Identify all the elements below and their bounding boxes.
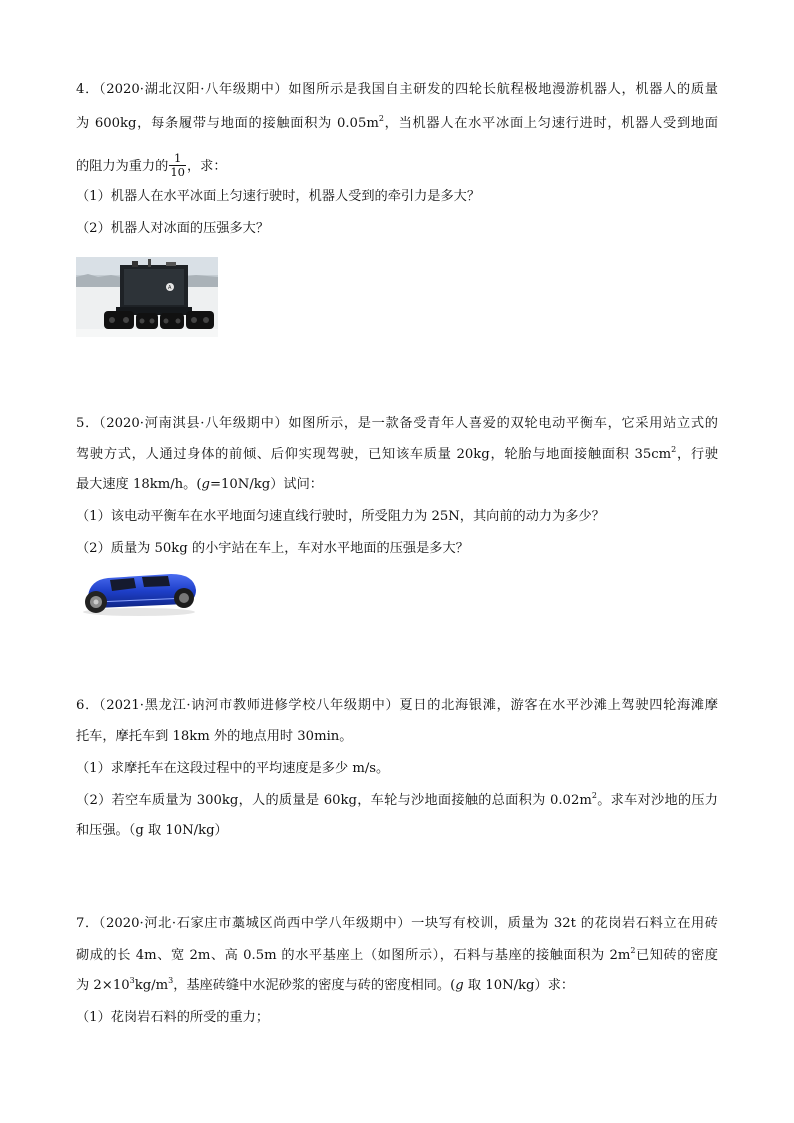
hoverboard-icon — [76, 566, 202, 618]
problem-6-question-2-cont: 和压强。（g 取 10N/kg） — [76, 823, 228, 838]
problem-7-line-2: 砌成的长 4m、宽 2m、高 0.5m 的水平基座上（如图所示），石料与基座的接触面积为 $2m^2$已知砖的密度 — [76, 946, 718, 963]
polar-robot-image — [76, 257, 218, 337]
problem-5-line-1: 5．（2020·河南淇县·八年级期中）如图所示，是一款备受青年人喜爱的双轮电动平衡车，它采用站立式的 — [76, 416, 718, 431]
problem-7-line-3: 为 $2\times 10^3kg/m^3$，基座砖缝中水泥砂浆的密度与砖的密度相同。(g 取 10N/kg）求： — [76, 976, 575, 993]
svg-text:A: A — [168, 285, 172, 291]
problem-4-question-2: （2）机器人对冰面的压强多大？ — [76, 221, 270, 236]
problem-4-line-1: 4．（2020·湖北汉阳·八年级期中）如图所示是我国自主研发的四轮长航程极地漫游机器人，机器人的质量 — [76, 82, 718, 97]
problem-6-question-1: （1）求摩托车在这段过程中的平均速度是多少 m/s。 — [76, 761, 390, 776]
problem-6-question-2: （2）若空车质量为 300kg，人的质量是 60kg，车轮与沙地面接触的总面积为 $0.02m^2$。求车对沙地的压力 — [76, 791, 718, 808]
problem-4-line-3: 的阻力为重力的 $\frac{1}{10}$ ，求： — [76, 151, 227, 179]
problem-5-line-2: 驾驶方式，人通过身体的前倾、后仰实现驾驶，已知该车质量 20kg，轮胎与地面接触面积 $35cm^2$，行驶 — [76, 445, 719, 462]
problem-4-question-1: （1）机器人在水平冰面上匀速行驶时，机器人受到的牵引力是多大？ — [76, 189, 481, 204]
hoverboard-image — [76, 566, 202, 618]
problem-5-question-2: （2）质量为 50kg 的小宇站在车上，车对水平地面的压强是多大？ — [76, 541, 469, 556]
problem-5-question-1: （1）该电动平衡车在水平地面匀速直线行驶时，所受阻力为 25N，其向前的动力为多少？ — [76, 509, 605, 524]
problem-6-line-1: 6．（2021·黑龙江·讷河市教师进修学校八年级期中）夏日的北海银滩，游客在水平沙滩上驾驶四轮海滩摩 — [76, 698, 718, 713]
problem-5-line-3: 最大速度 18km/h。(g=10N/kg）试问： — [76, 477, 323, 492]
problem-6-line-2: 托车，摩托车到 18km 外的地点用时 30min。 — [76, 729, 353, 744]
problem-7-line-1: 7．（2020·河北·石家庄市藁城区尚西中学八年级期中）一块写有校训，质量为 32t 的花岗岩石料立在用砖 — [76, 916, 718, 931]
fraction-one-tenth: $\frac{1}{10}$ — [170, 151, 185, 179]
polar-robot-icon — [76, 257, 218, 337]
problem-7-question-1: （1）花岗岩石料的所受的重力； — [76, 1010, 270, 1025]
problem-4-line-2: 为 600kg，每条履带与地面的接触面积为 $0.05m^2$，当机器人在水平冰面上匀速行进时，机器人受到地面 — [76, 114, 718, 131]
